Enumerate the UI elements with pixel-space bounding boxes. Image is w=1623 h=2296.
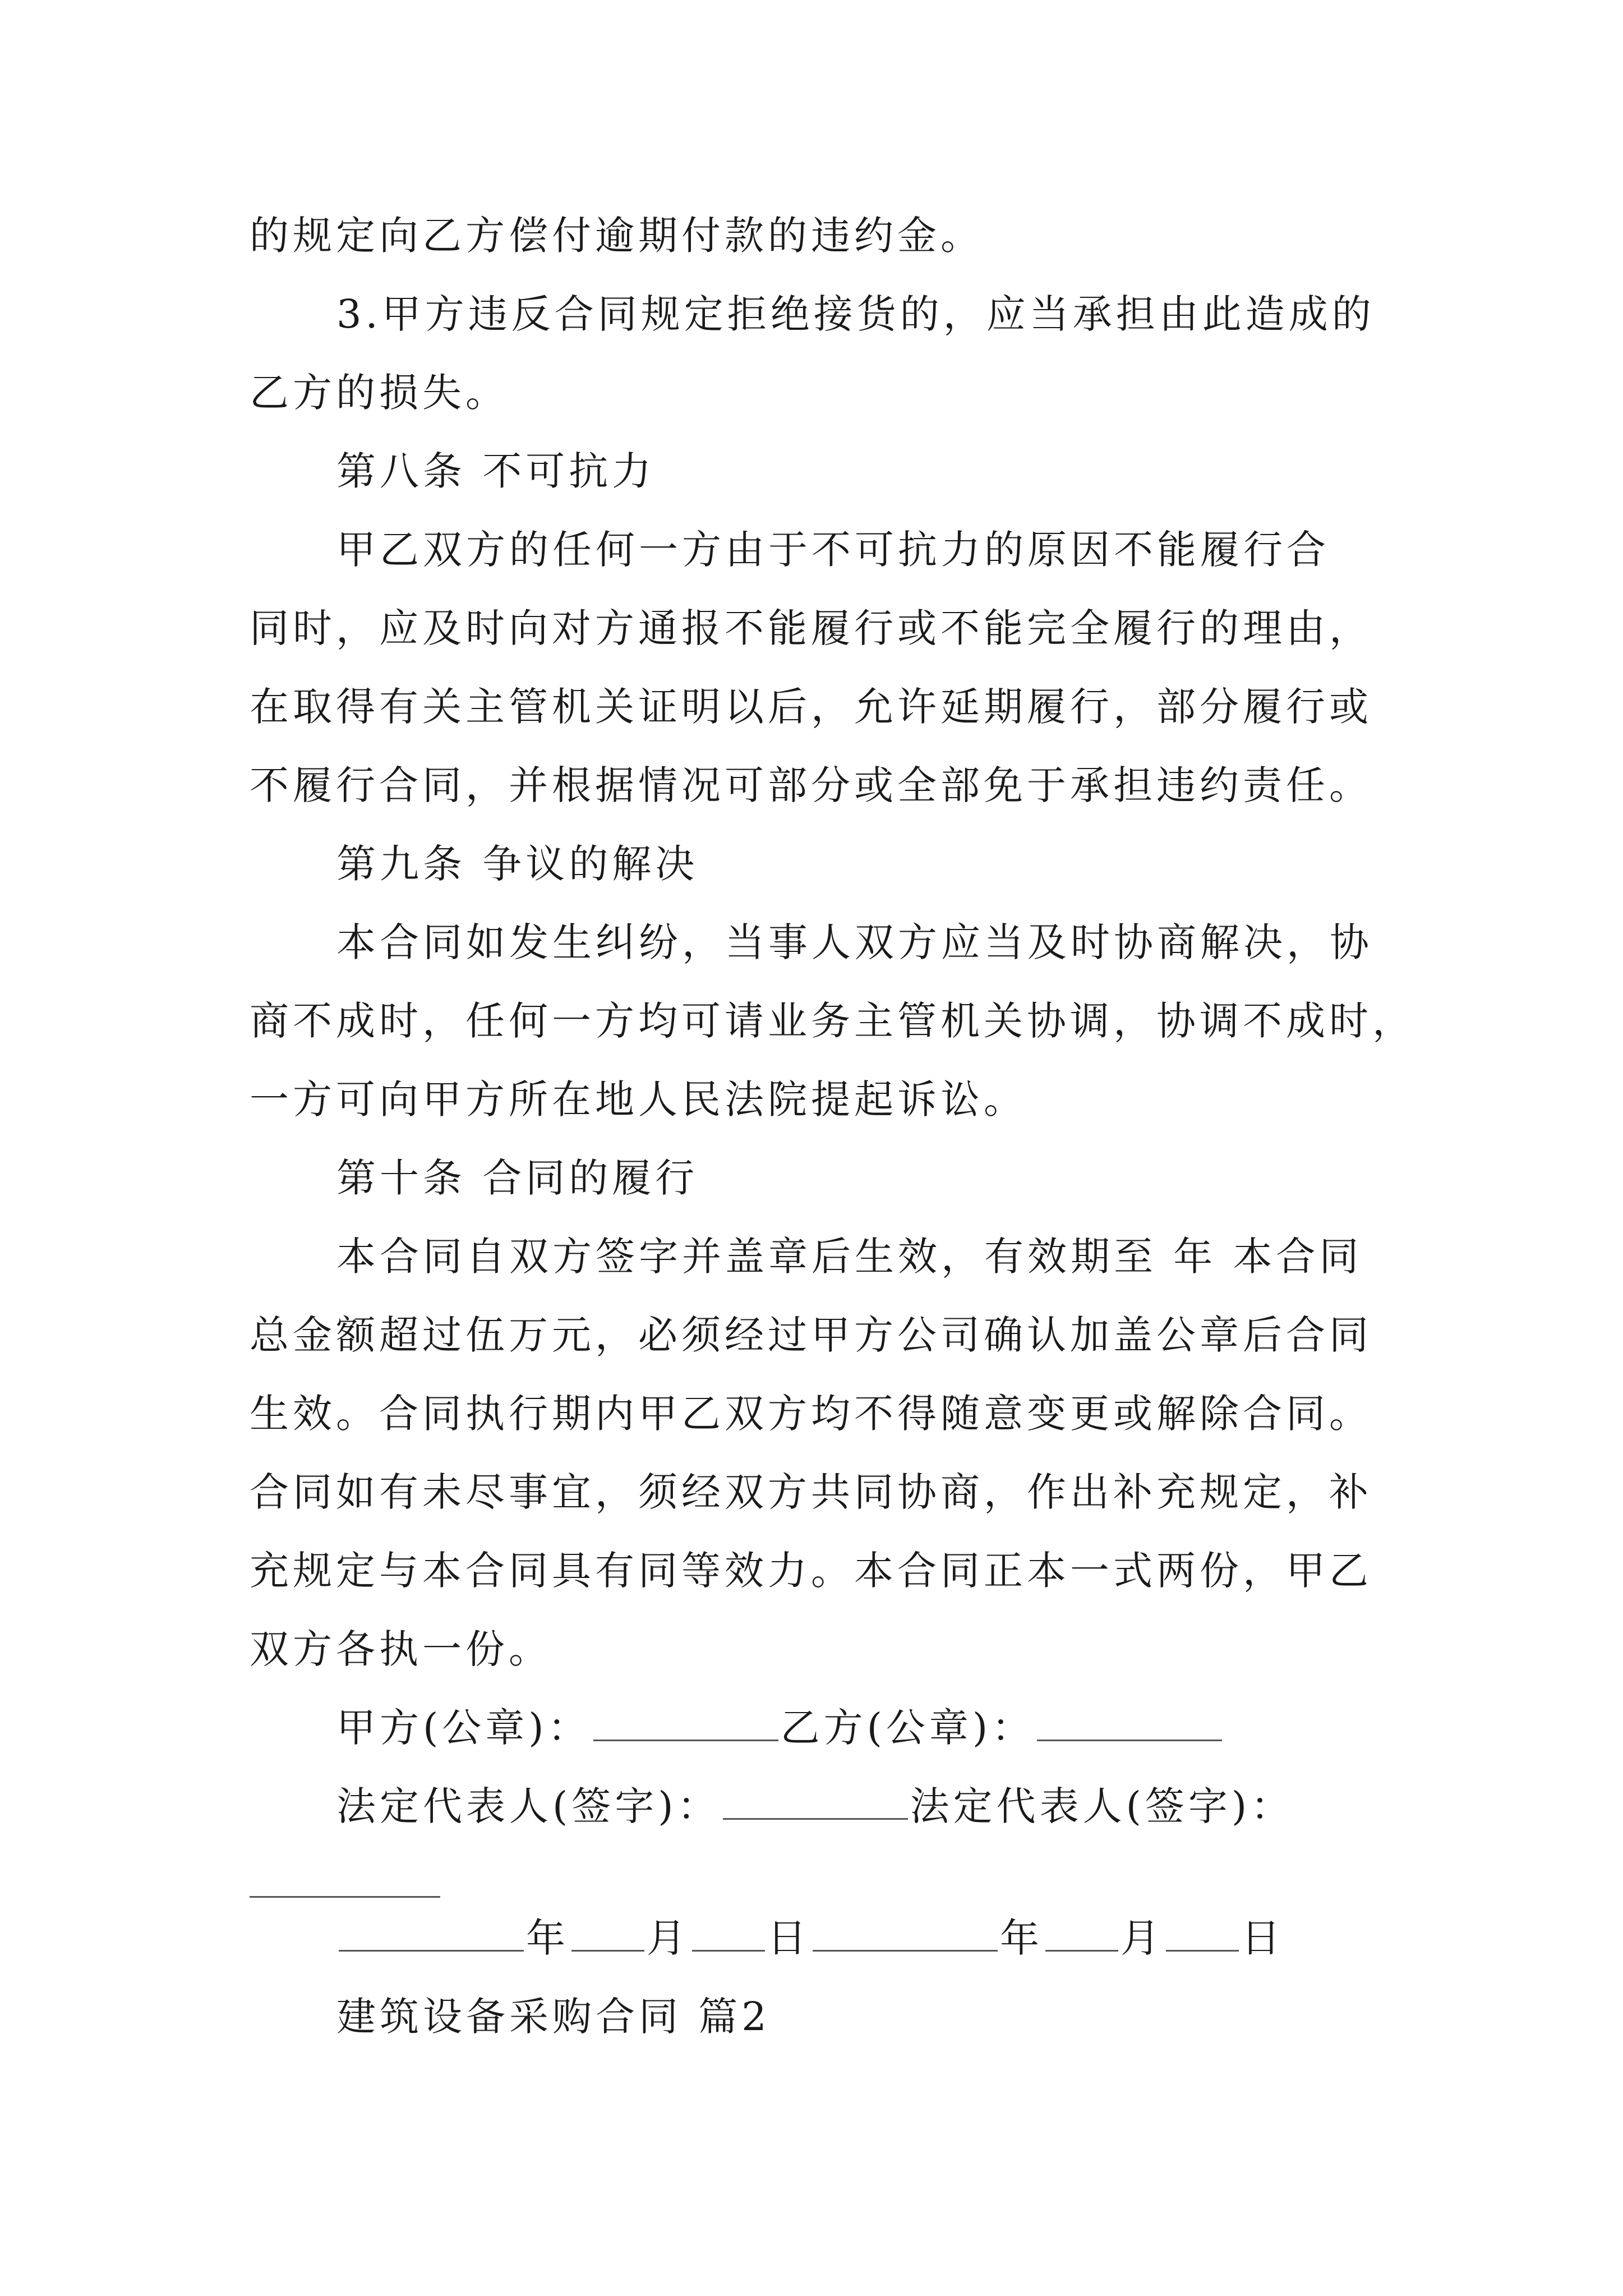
paragraph-line: 甲乙双方的任何一方由于不可抗力的原因不能履行合 <box>336 527 1330 573</box>
paragraph-line: 充规定与本合同具有同等效力。本合同正本一式两份，甲乙 <box>250 1548 1372 1594</box>
rep-a-blank <box>723 1779 908 1820</box>
paragraph-line: 一方可向甲方所在地人民法院提起诉讼。 <box>250 1076 1027 1122</box>
month-b-blank <box>1045 1911 1118 1952</box>
party-b-seal-blank <box>1037 1700 1222 1741</box>
paragraph-line: 本合同如发生纠纷，当事人双方应当及时协商解决，协 <box>336 919 1373 965</box>
section-heading: 第十条 合同的履行 <box>336 1155 699 1201</box>
paragraph-line: 总金额超过伍万元，必须经过甲方公司确认加盖公章后合同 <box>250 1312 1372 1358</box>
paragraph-line: 商不成时，任何一方均可请业务主管机关协调，协调不成时， <box>250 998 1415 1044</box>
paragraph-line: 在取得有关主管机关证明以后，允许延期履行，部分履行或 <box>250 684 1372 730</box>
month-b-label: 月 <box>1121 1915 1164 1961</box>
day-b-blank <box>1166 1911 1239 1952</box>
section-heading: 第九条 争议的解决 <box>336 841 699 887</box>
paragraph-line: 双方各执一份。 <box>250 1626 552 1672</box>
paragraph-line: 合同如有未尽事宜，须经双方共同协商，作出补充规定，补 <box>250 1469 1372 1515</box>
paragraph-line: 乙方的损失。 <box>250 370 509 416</box>
paragraph-line: 不履行合同，并根据情况可部分或全部免于承担违约责任。 <box>250 762 1372 808</box>
rep-b-blank <box>250 1896 440 1898</box>
seal-signature-line <box>336 1700 1224 1756</box>
month-a-blank <box>571 1911 644 1952</box>
day-a-label: 日 <box>767 1915 810 1961</box>
paragraph-line: 同时，应及时向对方通报不能履行或不能完全履行的理由， <box>250 605 1372 651</box>
rep-a-label: 法定代表人(签字)： <box>336 1783 721 1829</box>
paragraph-line: 3.甲方违反合同规定拒绝接货的，应当承担由此造成的 <box>336 291 1375 337</box>
date-line <box>336 1910 1284 1966</box>
year-a-blank <box>339 1911 524 1952</box>
day-a-blank <box>692 1911 765 1952</box>
year-a-label: 年 <box>526 1915 569 1961</box>
paragraph-line: 的规定向乙方偿付逾期付款的违约金。 <box>250 213 984 259</box>
year-b-blank <box>813 1911 998 1952</box>
rep-b-label: 法定代表人(签字)： <box>910 1783 1294 1829</box>
party-a-seal-blank <box>593 1700 778 1741</box>
month-a-label: 月 <box>647 1915 690 1961</box>
party-b-seal-label: 乙方(公章)： <box>780 1705 1035 1751</box>
party-a-seal-label: 甲方(公章)： <box>336 1705 591 1751</box>
next-section-title: 建筑设备采购合同 篇2 <box>336 1994 771 2040</box>
representative-signature-line <box>336 1778 1294 1834</box>
year-b-label: 年 <box>1000 1915 1043 1961</box>
day-b-label: 日 <box>1241 1915 1284 1961</box>
paragraph-line: 本合同自双方签字并盖章后生效，有效期至 年 本合同 <box>336 1234 1363 1280</box>
section-heading: 第八条 不可抗力 <box>336 448 656 494</box>
paragraph-line: 生效。合同执行期内甲乙双方均不得随意变更或解除合同。 <box>250 1391 1372 1437</box>
